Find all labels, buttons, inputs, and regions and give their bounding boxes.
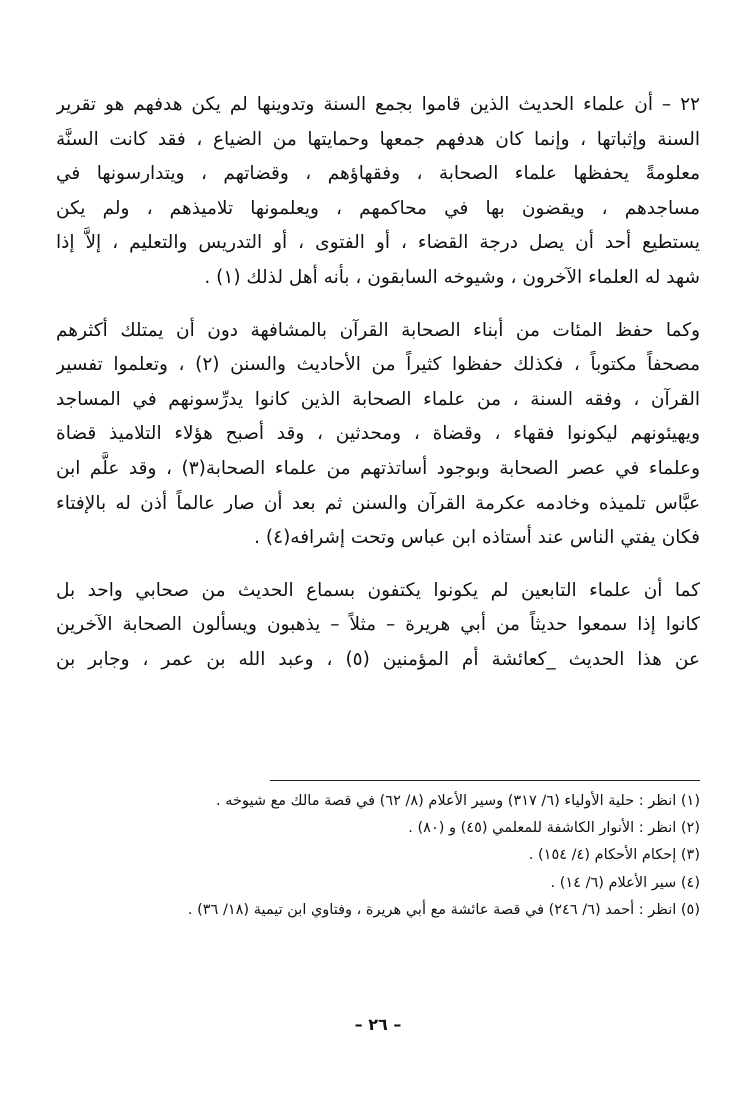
footnote-divider — [270, 780, 700, 781]
paragraph-1 — [56, 88, 700, 296]
footnote-5: (٥) انظر : أحمد (٦/ ٢٤٦) في قصة عائشة مع أبي هريرة ، وفتاوي ابن تيمية (١٨/ ٣٦) . — [187, 901, 700, 918]
text-line: مساجدهم ، ويقضون بها في محاكمهم ، ويعلمونها تلاميذهم ، ولم يكن — [56, 197, 700, 219]
text-line: كما أن علماء التابعين لم يكونوا يكتفون بسماع الحديث من صحابي واحد بل — [56, 579, 700, 601]
footnotes — [56, 788, 700, 924]
text-line: السنة وإثباتها ، وإنما كان هدفهم جمعها وحمايتها من الضياع ، فقد كانت السنَّة — [56, 128, 700, 150]
footnote-2: (٢) انظر : الأنوار الكاشفة للمعلمي (٤٥) و (٨٠) . — [408, 820, 700, 837]
text-line: عن هذا الحديث _كعائشة أم المؤمنين (٥) ، وعبد الله بن عمر ، وجابر بن — [56, 648, 700, 670]
footnote-4: (٤) سير الأعلام (٦/ ١٤) . — [550, 874, 700, 891]
footnote-1: (١) انظر : حلية الأولياء (٦/ ٣١٧) وسير الأعلام (٨/ ٦٢) في قصة مالك مع شيوخه . — [216, 793, 700, 809]
text-line: وكما حفظ المئات من أبناء الصحابة القرآن بالمشافهة دون أن يمتلك أكثرهم — [56, 319, 700, 341]
text-line: كانوا إذا سمعوا حديثاً من أبي هريرة – مثلاً – يذهبون ويسألون الصحابة الآخرين — [56, 614, 700, 636]
text-line: وعلماء في عصر الصحابة وبوجود أساتذتهم من علماء الصحابة(٣) ، وقد علَّم ابن — [56, 457, 700, 479]
page-number: – ٢٦ – — [354, 1015, 402, 1034]
text-line: ٢٢ – أن علماء الحديث الذين قاموا بجمع السنة وتدوينها لم يكن هدفهم هو تقرير — [56, 94, 700, 115]
footnote-3: (٣) إحكام الأحكام (٤/ ١٥٤) . — [528, 847, 700, 864]
text-line: يستطيع أحد أن يصل درجة القضاء ، أو الفتوى ، أو التدريس والتعليم ، إلاَّ إذا — [56, 232, 700, 254]
paragraph-3 — [56, 574, 700, 678]
paragraph-2 — [56, 314, 700, 556]
text-line: ويهيئونهم ليكونوا فقهاء ، وقضاة ، ومحدثين ، وقد أصبح هؤلاء التلاميذ قضاة — [56, 423, 700, 445]
text-line: مصحفاً مكتوباً ، فكذلك حفظوا كثيراً من الأحاديث والسنن (٢) ، وتعلموا تفسير — [56, 354, 700, 376]
text-line: معلومةً يحفظها علماء الصحابة ، وفقهاؤهم ، وقضاتهم ، ويتدارسونها في — [56, 163, 700, 185]
main-text — [56, 88, 700, 678]
text-line: عبَّاس تلميذه وخادمه عكرمة القرآن والسنن ثم بعد أن صار عالماً أذن له بالإفتاء — [56, 492, 700, 514]
text-line: فكان يفتي الناس عند أستاذه ابن عباس وتحت إشرافه(٤) . — [254, 527, 700, 549]
text-line: القرآن ، وفقه السنة ، من علماء الصحابة الذين كانوا يدرِّسونهم في المساجد — [56, 388, 700, 410]
text-line: شهد له العلماء الآخرون ، وشيوخه السابقون ، بأنه أهل لذلك (١) . — [204, 266, 700, 288]
